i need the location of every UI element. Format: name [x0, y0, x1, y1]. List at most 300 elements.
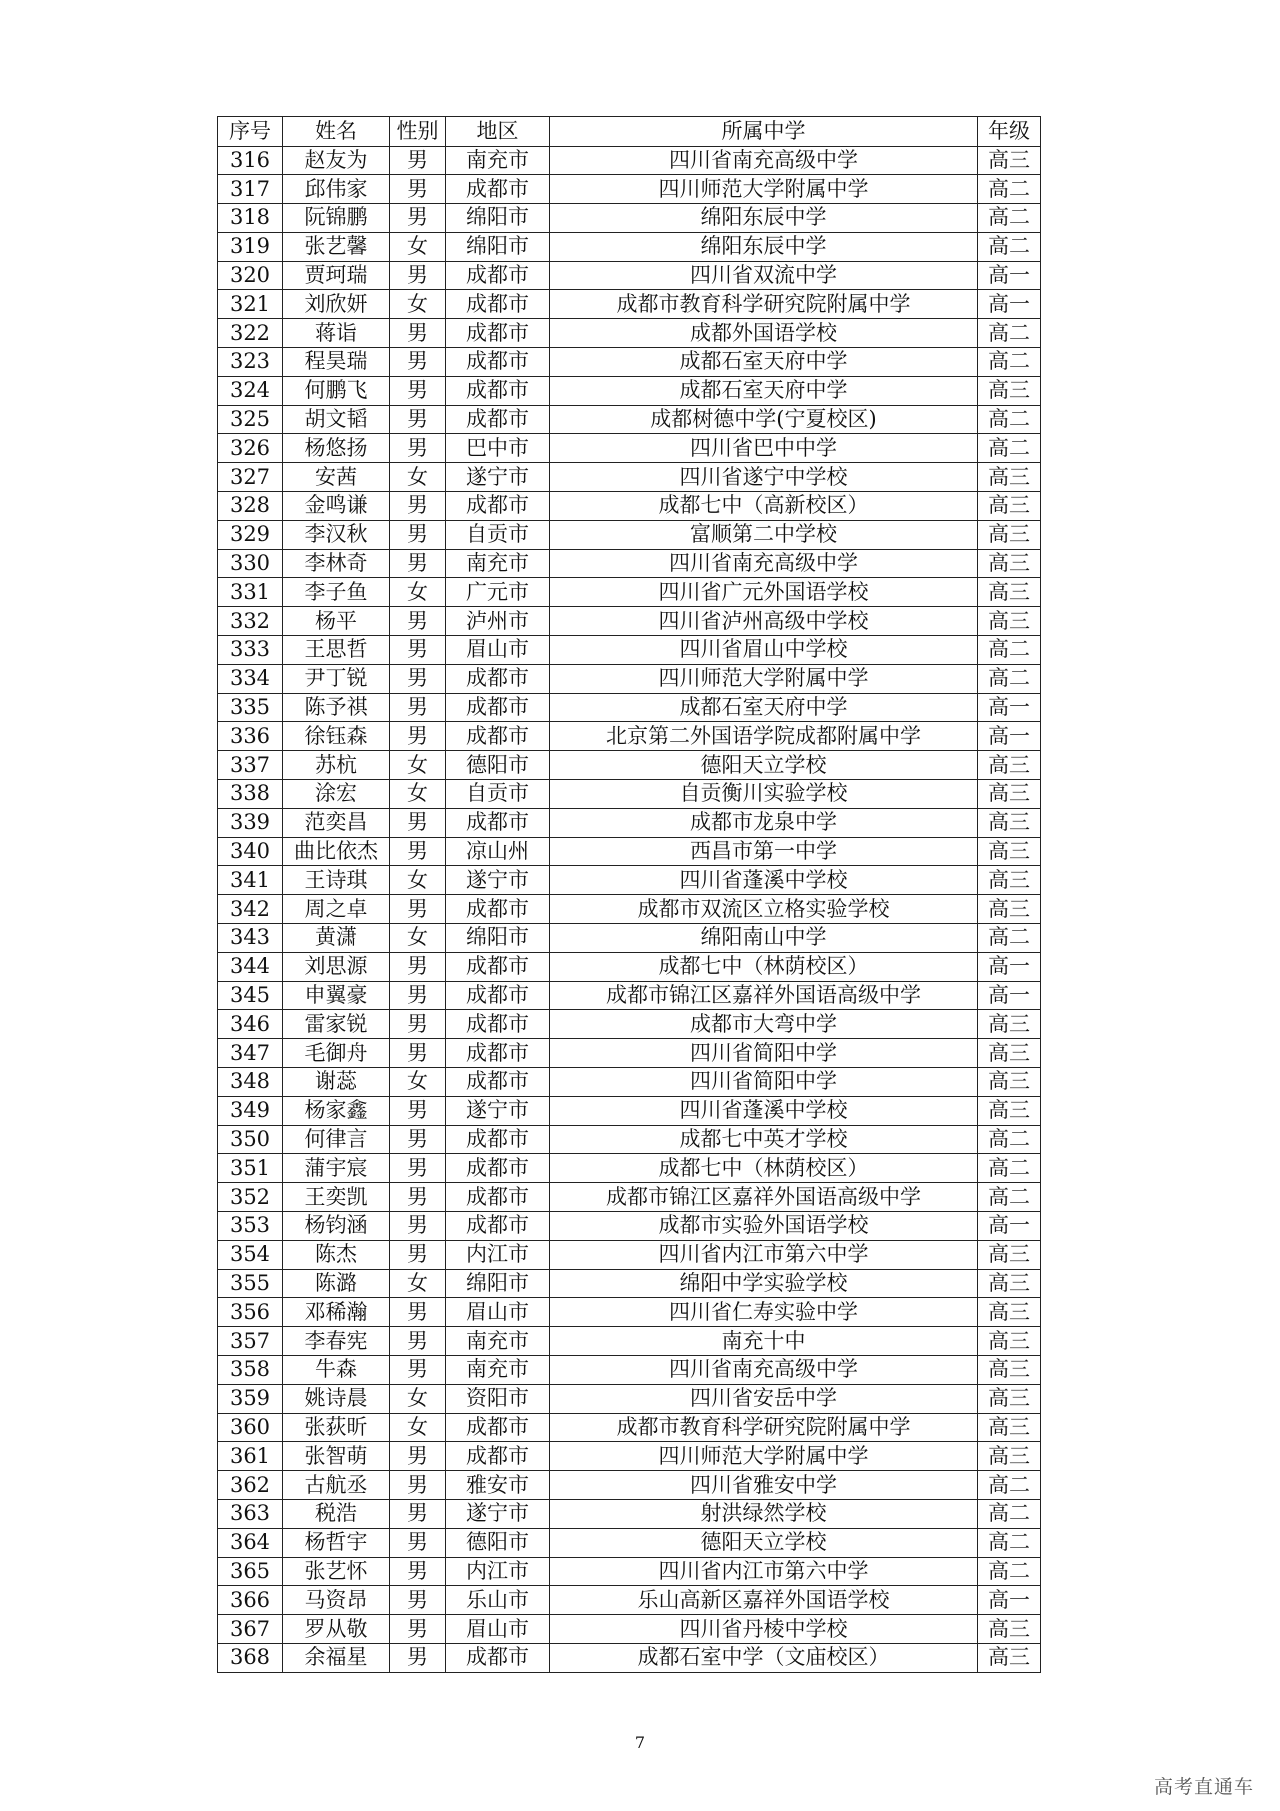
- cell-index: 334: [218, 664, 283, 693]
- table-row: [218, 780, 1041, 809]
- cell-region: 成都市: [446, 981, 550, 1010]
- cell-region: 成都市: [446, 664, 550, 693]
- cell-name: 蒋诣: [283, 319, 390, 348]
- cell-grade: 高二: [978, 1471, 1041, 1500]
- cell-region: 成都市: [446, 290, 550, 319]
- cell-school: 四川师范大学附属中学: [550, 1442, 978, 1471]
- cell-index: 363: [218, 1499, 283, 1528]
- cell-gender: 女: [390, 924, 446, 953]
- table-row: [218, 1528, 1041, 1557]
- cell-grade: 高二: [978, 924, 1041, 953]
- cell-gender: 男: [390, 981, 446, 1010]
- table-row: [218, 1125, 1041, 1154]
- table-row: [218, 1269, 1041, 1298]
- table-row: [218, 1298, 1041, 1327]
- table-row: [218, 319, 1041, 348]
- cell-region: 眉山市: [446, 636, 550, 665]
- cell-name: 邱伟家: [283, 175, 390, 204]
- cell-name: 蒲宇宸: [283, 1154, 390, 1183]
- cell-school: 成都七中（林荫校区）: [550, 1154, 978, 1183]
- cell-school: 四川省安岳中学: [550, 1384, 978, 1413]
- cell-grade: 高二: [978, 175, 1041, 204]
- cell-school: 成都市教育科学研究院附属中学: [550, 290, 978, 319]
- cell-region: 成都市: [446, 1125, 550, 1154]
- cell-grade: 高一: [978, 261, 1041, 290]
- cell-name: 张荻昕: [283, 1413, 390, 1442]
- cell-index: 332: [218, 607, 283, 636]
- cell-gender: 男: [390, 204, 446, 233]
- cell-index: 328: [218, 492, 283, 521]
- cell-index: 366: [218, 1586, 283, 1615]
- cell-index: 346: [218, 1010, 283, 1039]
- cell-index: 330: [218, 549, 283, 578]
- cell-school: 四川省南充高级中学: [550, 549, 978, 578]
- cell-name: 李春宪: [283, 1327, 390, 1356]
- cell-gender: 男: [390, 722, 446, 751]
- cell-region: 成都市: [446, 1413, 550, 1442]
- table-row: [218, 952, 1041, 981]
- cell-name: 杨悠扬: [283, 434, 390, 463]
- table-row: [218, 1010, 1041, 1039]
- cell-grade: 高三: [978, 376, 1041, 405]
- table-row: [218, 837, 1041, 866]
- cell-gender: 男: [390, 1298, 446, 1327]
- cell-grade: 高二: [978, 1125, 1041, 1154]
- cell-index: 350: [218, 1125, 283, 1154]
- table-row: [218, 693, 1041, 722]
- cell-school: 四川省蓬溪中学校: [550, 866, 978, 895]
- cell-index: 326: [218, 434, 283, 463]
- cell-region: 成都市: [446, 1010, 550, 1039]
- cell-gender: 男: [390, 808, 446, 837]
- cell-region: 绵阳市: [446, 204, 550, 233]
- cell-region: 遂宁市: [446, 1096, 550, 1125]
- cell-region: 自贡市: [446, 780, 550, 809]
- cell-index: 360: [218, 1413, 283, 1442]
- cell-index: 349: [218, 1096, 283, 1125]
- cell-school: 四川省眉山中学校: [550, 636, 978, 665]
- cell-grade: 高三: [978, 1096, 1041, 1125]
- cell-gender: 女: [390, 290, 446, 319]
- cell-gender: 男: [390, 1183, 446, 1212]
- table-row: [218, 232, 1041, 261]
- cell-name: 曲比依杰: [283, 837, 390, 866]
- cell-name: 张智萌: [283, 1442, 390, 1471]
- cell-name: 陈杰: [283, 1240, 390, 1269]
- cell-grade: 高三: [978, 751, 1041, 780]
- cell-school: 绵阳中学实验学校: [550, 1269, 978, 1298]
- cell-region: 成都市: [446, 1211, 550, 1240]
- cell-grade: 高三: [978, 1039, 1041, 1068]
- cell-region: 内江市: [446, 1557, 550, 1586]
- table-row: [218, 1384, 1041, 1413]
- table-row: [218, 1471, 1041, 1500]
- cell-gender: 女: [390, 751, 446, 780]
- cell-index: 317: [218, 175, 283, 204]
- table-row: [218, 808, 1041, 837]
- cell-grade: 高三: [978, 1327, 1041, 1356]
- cell-region: 遂宁市: [446, 1499, 550, 1528]
- cell-region: 成都市: [446, 895, 550, 924]
- cell-name: 何律言: [283, 1125, 390, 1154]
- table-row: [218, 405, 1041, 434]
- cell-region: 雅安市: [446, 1471, 550, 1500]
- table-row: [218, 146, 1041, 175]
- cell-name: 张艺馨: [283, 232, 390, 261]
- cell-name: 苏杭: [283, 751, 390, 780]
- cell-gender: 女: [390, 1068, 446, 1097]
- cell-grade: 高一: [978, 693, 1041, 722]
- cell-region: 广元市: [446, 578, 550, 607]
- cell-region: 成都市: [446, 261, 550, 290]
- table-row: [218, 1327, 1041, 1356]
- table-row: [218, 434, 1041, 463]
- cell-gender: 男: [390, 1154, 446, 1183]
- cell-gender: 男: [390, 1096, 446, 1125]
- cell-gender: 男: [390, 1442, 446, 1471]
- cell-school: 绵阳东辰中学: [550, 204, 978, 233]
- cell-gender: 男: [390, 1528, 446, 1557]
- cell-index: 339: [218, 808, 283, 837]
- cell-gender: 女: [390, 1413, 446, 1442]
- cell-grade: 高三: [978, 1269, 1041, 1298]
- cell-index: 327: [218, 463, 283, 492]
- cell-school: 四川师范大学附属中学: [550, 175, 978, 204]
- table-body: [218, 146, 1041, 1672]
- table-row: [218, 1643, 1041, 1672]
- table-row: [218, 722, 1041, 751]
- cell-name: 杨平: [283, 607, 390, 636]
- cell-index: 321: [218, 290, 283, 319]
- cell-name: 何鹏飞: [283, 376, 390, 405]
- table-row: [218, 664, 1041, 693]
- cell-grade: 高二: [978, 405, 1041, 434]
- cell-index: 341: [218, 866, 283, 895]
- cell-grade: 高二: [978, 1183, 1041, 1212]
- cell-gender: 男: [390, 1327, 446, 1356]
- cell-region: 绵阳市: [446, 232, 550, 261]
- table-row: [218, 175, 1041, 204]
- cell-index: 320: [218, 261, 283, 290]
- cell-index: 354: [218, 1240, 283, 1269]
- cell-gender: 男: [390, 175, 446, 204]
- cell-school: 四川省巴中中学: [550, 434, 978, 463]
- cell-school: 成都市教育科学研究院附属中学: [550, 1413, 978, 1442]
- cell-name: 黄潇: [283, 924, 390, 953]
- cell-index: 342: [218, 895, 283, 924]
- cell-gender: 男: [390, 607, 446, 636]
- cell-grade: 高一: [978, 952, 1041, 981]
- cell-name: 罗从敬: [283, 1615, 390, 1644]
- cell-school: 成都石室天府中学: [550, 693, 978, 722]
- cell-grade: 高三: [978, 837, 1041, 866]
- cell-region: 成都市: [446, 1039, 550, 1068]
- cell-grade: 高三: [978, 1355, 1041, 1384]
- table-row: [218, 1586, 1041, 1615]
- cell-gender: 男: [390, 1211, 446, 1240]
- cell-grade: 高三: [978, 492, 1041, 521]
- table-row: [218, 1355, 1041, 1384]
- cell-index: 368: [218, 1643, 283, 1672]
- table-row: [218, 578, 1041, 607]
- cell-grade: 高三: [978, 578, 1041, 607]
- cell-region: 成都市: [446, 175, 550, 204]
- cell-region: 成都市: [446, 492, 550, 521]
- cell-school: 成都树德中学(宁夏校区): [550, 405, 978, 434]
- cell-grade: 高二: [978, 434, 1041, 463]
- cell-gender: 男: [390, 636, 446, 665]
- table-row: [218, 492, 1041, 521]
- cell-region: 成都市: [446, 1183, 550, 1212]
- cell-grade: 高一: [978, 290, 1041, 319]
- cell-school: 成都石室天府中学: [550, 348, 978, 377]
- cell-grade: 高一: [978, 1211, 1041, 1240]
- table-row: [218, 204, 1041, 233]
- cell-grade: 高三: [978, 1643, 1041, 1672]
- cell-gender: 男: [390, 319, 446, 348]
- cell-index: 364: [218, 1528, 283, 1557]
- cell-name: 周之卓: [283, 895, 390, 924]
- cell-gender: 男: [390, 837, 446, 866]
- cell-region: 眉山市: [446, 1298, 550, 1327]
- cell-gender: 男: [390, 146, 446, 175]
- cell-gender: 男: [390, 895, 446, 924]
- cell-name: 申翼豪: [283, 981, 390, 1010]
- cell-region: 眉山市: [446, 1615, 550, 1644]
- cell-grade: 高三: [978, 1298, 1041, 1327]
- page-number: 7: [634, 1733, 646, 1752]
- cell-gender: 男: [390, 664, 446, 693]
- cell-index: 365: [218, 1557, 283, 1586]
- cell-index: 322: [218, 319, 283, 348]
- cell-grade: 高三: [978, 520, 1041, 549]
- cell-index: 318: [218, 204, 283, 233]
- cell-index: 333: [218, 636, 283, 665]
- cell-school: 成都市龙泉中学: [550, 808, 978, 837]
- cell-grade: 高二: [978, 204, 1041, 233]
- cell-name: 陈潞: [283, 1269, 390, 1298]
- cell-region: 凉山州: [446, 837, 550, 866]
- cell-name: 尹丁锐: [283, 664, 390, 693]
- cell-grade: 高三: [978, 895, 1041, 924]
- cell-gender: 男: [390, 1557, 446, 1586]
- table-row: [218, 376, 1041, 405]
- cell-region: 乐山市: [446, 1586, 550, 1615]
- cell-school: 绵阳南山中学: [550, 924, 978, 953]
- header-col-region: 地区: [446, 117, 550, 147]
- cell-index: 356: [218, 1298, 283, 1327]
- table-row: [218, 348, 1041, 377]
- cell-school: 四川省遂宁中学校: [550, 463, 978, 492]
- table-row: [218, 981, 1041, 1010]
- cell-school: 富顺第二中学校: [550, 520, 978, 549]
- cell-school: 成都市双流区立格实验学校: [550, 895, 978, 924]
- cell-region: 成都市: [446, 952, 550, 981]
- cell-gender: 男: [390, 1586, 446, 1615]
- cell-school: 德阳天立学校: [550, 751, 978, 780]
- cell-gender: 男: [390, 1643, 446, 1672]
- cell-school: 西昌市第一中学: [550, 837, 978, 866]
- cell-gender: 男: [390, 1039, 446, 1068]
- cell-region: 南充市: [446, 146, 550, 175]
- cell-region: 成都市: [446, 1068, 550, 1097]
- cell-gender: 男: [390, 1499, 446, 1528]
- cell-name: 李汉秋: [283, 520, 390, 549]
- cell-school: 四川省双流中学: [550, 261, 978, 290]
- cell-region: 成都市: [446, 405, 550, 434]
- cell-index: 367: [218, 1615, 283, 1644]
- cell-region: 巴中市: [446, 434, 550, 463]
- student-table: [217, 116, 1041, 1673]
- cell-name: 邓稀瀚: [283, 1298, 390, 1327]
- table-row: [218, 751, 1041, 780]
- cell-region: 内江市: [446, 1240, 550, 1269]
- table-row: [218, 549, 1041, 578]
- cell-name: 涂宏: [283, 780, 390, 809]
- cell-gender: 男: [390, 434, 446, 463]
- cell-grade: 高二: [978, 636, 1041, 665]
- cell-grade: 高二: [978, 232, 1041, 261]
- cell-grade: 高二: [978, 1499, 1041, 1528]
- cell-index: 344: [218, 952, 283, 981]
- cell-region: 德阳市: [446, 1528, 550, 1557]
- cell-gender: 男: [390, 693, 446, 722]
- cell-name: 赵友为: [283, 146, 390, 175]
- cell-index: 343: [218, 924, 283, 953]
- table-row: [218, 1154, 1041, 1183]
- header-col-school: 所属中学: [550, 117, 978, 147]
- cell-school: 成都市锦江区嘉祥外国语高级中学: [550, 1183, 978, 1212]
- cell-region: 成都市: [446, 1643, 550, 1672]
- cell-school: 四川省南充高级中学: [550, 1355, 978, 1384]
- cell-name: 谢蕊: [283, 1068, 390, 1097]
- cell-grade: 高二: [978, 1557, 1041, 1586]
- cell-name: 王思哲: [283, 636, 390, 665]
- cell-gender: 男: [390, 549, 446, 578]
- cell-name: 杨家鑫: [283, 1096, 390, 1125]
- cell-gender: 男: [390, 376, 446, 405]
- cell-grade: 高三: [978, 1413, 1041, 1442]
- cell-grade: 高三: [978, 808, 1041, 837]
- cell-name: 姚诗晨: [283, 1384, 390, 1413]
- cell-index: 323: [218, 348, 283, 377]
- cell-school: 成都石室中学（文庙校区）: [550, 1643, 978, 1672]
- cell-region: 成都市: [446, 376, 550, 405]
- cell-index: 355: [218, 1269, 283, 1298]
- cell-index: 340: [218, 837, 283, 866]
- cell-name: 贾珂瑞: [283, 261, 390, 290]
- cell-grade: 高二: [978, 319, 1041, 348]
- cell-school: 四川省内江市第六中学: [550, 1240, 978, 1269]
- cell-name: 范奕昌: [283, 808, 390, 837]
- cell-name: 金鸣谦: [283, 492, 390, 521]
- cell-index: 331: [218, 578, 283, 607]
- table-row: [218, 520, 1041, 549]
- cell-school: 成都市大弯中学: [550, 1010, 978, 1039]
- cell-index: 359: [218, 1384, 283, 1413]
- header-col-grade: 年级: [978, 117, 1041, 147]
- cell-index: 316: [218, 146, 283, 175]
- cell-grade: 高二: [978, 1528, 1041, 1557]
- table-row: [218, 924, 1041, 953]
- cell-grade: 高二: [978, 1154, 1041, 1183]
- cell-grade: 高三: [978, 463, 1041, 492]
- cell-school: 自贡衡川实验学校: [550, 780, 978, 809]
- header-col-index: 序号: [218, 117, 283, 147]
- cell-gender: 男: [390, 952, 446, 981]
- table-row: [218, 1442, 1041, 1471]
- cell-school: 北京第二外国语学院成都附属中学: [550, 722, 978, 751]
- table-row: [218, 1183, 1041, 1212]
- cell-grade: 高一: [978, 981, 1041, 1010]
- cell-index: 351: [218, 1154, 283, 1183]
- table-row: [218, 1068, 1041, 1097]
- cell-grade: 高三: [978, 549, 1041, 578]
- cell-region: 成都市: [446, 348, 550, 377]
- cell-grade: 高三: [978, 1384, 1041, 1413]
- cell-gender: 女: [390, 463, 446, 492]
- table-row: [218, 866, 1041, 895]
- cell-index: 324: [218, 376, 283, 405]
- cell-index: 352: [218, 1183, 283, 1212]
- cell-gender: 男: [390, 348, 446, 377]
- cell-name: 程昊瑞: [283, 348, 390, 377]
- cell-name: 安茜: [283, 463, 390, 492]
- cell-region: 成都市: [446, 1442, 550, 1471]
- cell-name: 刘欣妍: [283, 290, 390, 319]
- table-row: [218, 463, 1041, 492]
- cell-grade: 高三: [978, 146, 1041, 175]
- cell-name: 马资昂: [283, 1586, 390, 1615]
- cell-index: 325: [218, 405, 283, 434]
- table-header-row: [218, 117, 1041, 147]
- cell-school: 四川省南充高级中学: [550, 146, 978, 175]
- cell-region: 成都市: [446, 1154, 550, 1183]
- cell-name: 胡文韬: [283, 405, 390, 434]
- cell-gender: 女: [390, 866, 446, 895]
- table-row: [218, 1240, 1041, 1269]
- cell-grade: 高三: [978, 866, 1041, 895]
- cell-index: 335: [218, 693, 283, 722]
- cell-index: 336: [218, 722, 283, 751]
- cell-region: 成都市: [446, 808, 550, 837]
- cell-index: 353: [218, 1211, 283, 1240]
- cell-name: 张艺怀: [283, 1557, 390, 1586]
- cell-gender: 男: [390, 405, 446, 434]
- cell-region: 泸州市: [446, 607, 550, 636]
- cell-region: 成都市: [446, 319, 550, 348]
- cell-region: 绵阳市: [446, 1269, 550, 1298]
- cell-school: 成都市锦江区嘉祥外国语高级中学: [550, 981, 978, 1010]
- cell-name: 税浩: [283, 1499, 390, 1528]
- cell-school: 四川省蓬溪中学校: [550, 1096, 978, 1125]
- cell-name: 李林奇: [283, 549, 390, 578]
- header-col-name: 姓名: [283, 117, 390, 147]
- cell-region: 南充市: [446, 1355, 550, 1384]
- cell-region: 遂宁市: [446, 866, 550, 895]
- cell-index: 357: [218, 1327, 283, 1356]
- cell-gender: 女: [390, 1384, 446, 1413]
- cell-gender: 男: [390, 1355, 446, 1384]
- cell-name: 古航丞: [283, 1471, 390, 1500]
- cell-school: 四川省仁寿实验中学: [550, 1298, 978, 1327]
- cell-school: 成都市实验外国语学校: [550, 1211, 978, 1240]
- cell-gender: 女: [390, 578, 446, 607]
- cell-region: 资阳市: [446, 1384, 550, 1413]
- cell-grade: 高二: [978, 348, 1041, 377]
- cell-school: 成都七中（林荫校区）: [550, 952, 978, 981]
- table-row: [218, 1096, 1041, 1125]
